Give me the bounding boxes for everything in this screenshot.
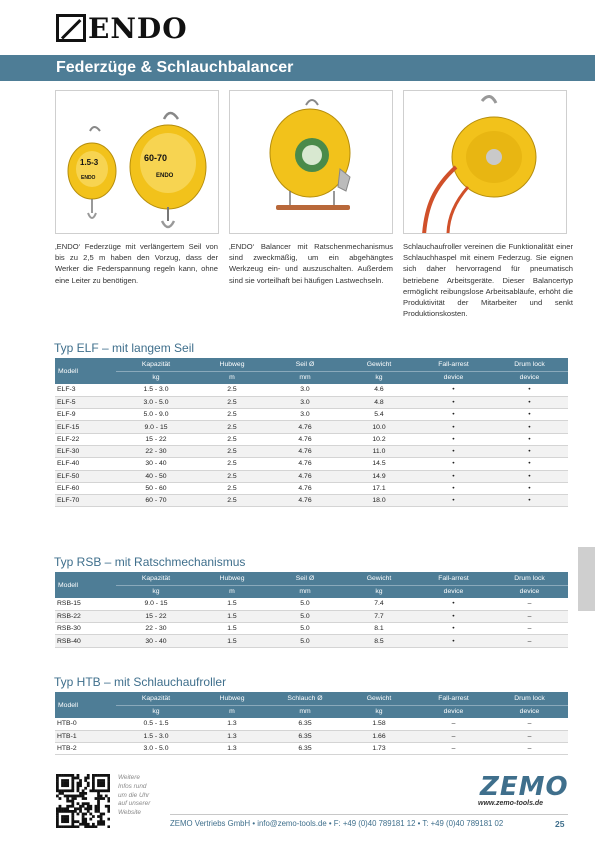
footer-contact: ZEMO Vertriebs GmbH • info@zemo-tools.de • F: +49 (0)40 789181 12 • T: +49 (0)40 789181 02 [170, 819, 504, 828]
table-cell: • [416, 623, 491, 635]
table-cell: • [416, 470, 491, 482]
table-cell: • [416, 396, 491, 408]
table-cell: • [416, 409, 491, 421]
table-cell: 0.5 - 1.5 [116, 718, 196, 730]
table-cell: 6.35 [268, 718, 342, 730]
qr-note [118, 774, 150, 818]
htb-table-title: Typ HTB – mit Schlauchaufroller [54, 675, 227, 689]
table-cell: 30 - 40 [116, 458, 196, 470]
endo-logo-mark [56, 14, 86, 42]
table-row [55, 743, 568, 755]
table-cell: 4.76 [268, 482, 342, 494]
table-cell: – [416, 743, 491, 755]
table-cell: – [491, 730, 568, 742]
unit-hubweg: m [196, 371, 268, 384]
unit-hubweg: m [196, 705, 268, 718]
unit-fall-arrest: device [416, 585, 491, 598]
col-header-drum-lock: Drum lock [491, 692, 568, 705]
table-cell: • [416, 482, 491, 494]
qr-note-line: Infos rund [118, 782, 147, 790]
table-cell: • [491, 421, 568, 433]
rsb-table-title: Typ RSB – mit Ratschmechanismus [54, 555, 246, 569]
table-row [55, 598, 568, 610]
table-cell: • [416, 458, 491, 470]
table-cell: • [491, 409, 568, 421]
table-cell: ELF-50 [55, 470, 116, 482]
col-header-fall-arrest: Fall-arrest [416, 692, 491, 705]
table-cell: 4.76 [268, 433, 342, 445]
col-header-hubweg: Hubweg [196, 692, 268, 705]
unit-gewicht: kg [342, 705, 416, 718]
table-cell: 1.3 [196, 718, 268, 730]
table-row [55, 458, 568, 470]
rsb-table [55, 572, 568, 648]
table-cell: 1.3 [196, 730, 268, 742]
table-cell: 15 - 22 [116, 610, 196, 622]
col-header-modell: Modell [55, 358, 116, 384]
table-cell: ELF-15 [55, 421, 116, 433]
table-cell: – [416, 730, 491, 742]
col-header-kapazitaet: Kapazität [116, 692, 196, 705]
federzuege-photo [55, 90, 219, 234]
table-cell: – [491, 635, 568, 647]
photo-label-4: ENDO [156, 173, 174, 179]
table-row [55, 409, 568, 421]
table-cell: 4.6 [342, 384, 416, 396]
table-cell: • [416, 421, 491, 433]
table-row [55, 482, 568, 494]
table-cell: 9.0 - 15 [116, 598, 196, 610]
table-cell: – [491, 623, 568, 635]
table-cell: 2.5 [196, 409, 268, 421]
table-row [55, 718, 568, 730]
table-cell: • [416, 635, 491, 647]
unit-gewicht: kg [342, 371, 416, 384]
table-cell: 2.5 [196, 470, 268, 482]
table-cell: • [416, 433, 491, 445]
table-cell: 22 - 30 [116, 623, 196, 635]
table-cell: • [416, 495, 491, 507]
table-row [55, 433, 568, 445]
endo-logo [56, 12, 188, 44]
htb-table [55, 692, 568, 755]
table-cell: 1.3 [196, 743, 268, 755]
col-header-kapazitaet: Kapazität [116, 358, 196, 371]
table-cell: HTB-1 [55, 730, 116, 742]
table-cell: ELF-3 [55, 384, 116, 396]
col-header-gewicht: Gewicht [342, 358, 416, 371]
table-cell: • [416, 610, 491, 622]
table-cell: 1.5 [196, 623, 268, 635]
elf-table-title: Typ ELF – mit langem Seil [54, 341, 195, 355]
table-cell: RSB-30 [55, 623, 116, 635]
unit-fall-arrest: device [416, 371, 491, 384]
table-cell: ELF-60 [55, 482, 116, 494]
table-cell: 2.5 [196, 495, 268, 507]
table-cell: 17.1 [342, 482, 416, 494]
unit-kapazitaet: kg [116, 585, 196, 598]
table-cell: • [491, 482, 568, 494]
page-title: Federzüge & Schlauchbalancer [56, 59, 294, 76]
table-cell: 9.0 - 15 [116, 421, 196, 433]
schlauchroller-photo [403, 90, 567, 234]
table-cell: 1.58 [342, 718, 416, 730]
qr-note-line: Website [118, 809, 141, 817]
table-cell: 7.4 [342, 598, 416, 610]
table-cell: 18.0 [342, 495, 416, 507]
table-cell: 4.76 [268, 458, 342, 470]
col-header-seil: Seil Ø [268, 358, 342, 371]
table-cell: 30 - 40 [116, 635, 196, 647]
table-row [55, 623, 568, 635]
table-cell: 1.66 [342, 730, 416, 742]
col-header-seil: Seil Ø [268, 572, 342, 585]
unit-drum-lock: device [491, 585, 568, 598]
table-row [55, 635, 568, 647]
unit-seil: mm [268, 371, 342, 384]
col-header-gewicht: Gewicht [342, 572, 416, 585]
table-cell: 3.0 [268, 409, 342, 421]
table-cell: 3.0 - 5.0 [116, 396, 196, 408]
table-cell: ELF-30 [55, 445, 116, 457]
table-cell: ELF-5 [55, 396, 116, 408]
table-cell: 2.5 [196, 433, 268, 445]
photo-label-3: 60-70 [144, 153, 168, 163]
unit-kapazitaet: kg [116, 371, 196, 384]
unit-drum-lock: device [491, 371, 568, 384]
table-cell: • [491, 396, 568, 408]
unit-gewicht: kg [342, 585, 416, 598]
col-header-hubweg: Hubweg [196, 572, 268, 585]
col-header-hubweg: Hubweg [196, 358, 268, 371]
table-cell: 5.0 [268, 598, 342, 610]
table-cell: 2.5 [196, 421, 268, 433]
table-cell: 2.5 [196, 396, 268, 408]
col-header-modell: Modell [55, 572, 116, 598]
table-row [55, 421, 568, 433]
table-row [55, 470, 568, 482]
table-cell: • [491, 470, 568, 482]
photo-label-2: ENDO [81, 175, 96, 181]
table-cell: 4.8 [342, 396, 416, 408]
table-row [55, 384, 568, 396]
col-header-drum-lock: Drum lock [491, 572, 568, 585]
table-cell: 2.5 [196, 458, 268, 470]
table-cell: 15 - 22 [116, 433, 196, 445]
table-cell: ELF-70 [55, 495, 116, 507]
table-cell: 1.5 - 3.0 [116, 384, 196, 396]
table-cell: • [491, 458, 568, 470]
table-cell: 5.0 [268, 623, 342, 635]
footer-rule [170, 814, 568, 815]
table-cell: • [491, 445, 568, 457]
table-cell: 1.5 - 3.0 [116, 730, 196, 742]
qr-code[interactable] [56, 774, 110, 828]
table-cell: 50 - 60 [116, 482, 196, 494]
table-cell: • [416, 445, 491, 457]
table-cell: – [491, 718, 568, 730]
table-cell: 7.7 [342, 610, 416, 622]
table-cell: 6.35 [268, 730, 342, 742]
intro-text-balancer: ‚ENDO‘ Balancer mit Ratschenmechanismus sind zweckmäßig, um ein abgehängtes Werkzeug ein- und auszuschalten. Außerdem sind sie vorteilhaft bei häufigen Lastwechseln. [229, 242, 393, 285]
table-cell: HTB-0 [55, 718, 116, 730]
table-cell: 22 - 30 [116, 445, 196, 457]
col-header-fall-arrest: Fall-arrest [416, 572, 491, 585]
col-header-fall-arrest: Fall-arrest [416, 358, 491, 371]
table-cell: 5.0 - 9.0 [116, 409, 196, 421]
intro-text-federzuege: ‚ENDO‘ Federzüge mit verlängertem Seil von bis zu 2,5 m haben den Vorzug, dass der Werker die Federspannung regeln kann, ohne eine Leiter zu benötigen. [55, 242, 218, 285]
table-cell: 4.76 [268, 445, 342, 457]
table-cell: 4.76 [268, 495, 342, 507]
page-number: 25 [555, 819, 565, 829]
table-cell: 3.0 [268, 384, 342, 396]
col-header-gewicht: Gewicht [342, 692, 416, 705]
table-cell: 14.9 [342, 470, 416, 482]
table-cell: • [491, 384, 568, 396]
table-cell: – [491, 598, 568, 610]
table-cell: 10.0 [342, 421, 416, 433]
unit-seil: mm [268, 585, 342, 598]
table-cell: – [491, 743, 568, 755]
table-cell: ELF-40 [55, 458, 116, 470]
side-tab [578, 547, 595, 611]
table-row [55, 396, 568, 408]
table-cell: 1.5 [196, 610, 268, 622]
table-row [55, 610, 568, 622]
table-cell: RSB-15 [55, 598, 116, 610]
table-row [55, 495, 568, 507]
table-cell: 1.5 [196, 635, 268, 647]
table-cell: ELF-9 [55, 409, 116, 421]
col-header-schlauch: Schlauch Ø [268, 692, 342, 705]
table-cell: RSB-22 [55, 610, 116, 622]
table-row [55, 730, 568, 742]
unit-hubweg: m [196, 585, 268, 598]
table-cell: – [416, 718, 491, 730]
table-cell: 60 - 70 [116, 495, 196, 507]
table-cell: 2.5 [196, 384, 268, 396]
table-cell: 11.0 [342, 445, 416, 457]
table-cell: 10.2 [342, 433, 416, 445]
unit-schlauch: mm [268, 705, 342, 718]
table-row [55, 445, 568, 457]
zemo-logo: ZEMO [480, 772, 569, 802]
qr-note-line: um die Uhr [118, 791, 150, 799]
endo-logo-text: ENDO [88, 11, 188, 45]
table-cell: 1.5 [196, 598, 268, 610]
table-cell: 3.0 [268, 396, 342, 408]
table-cell: 8.5 [342, 635, 416, 647]
table-cell: • [416, 598, 491, 610]
intro-text-schlauchroller: Schlauchaufroller vereinen die Funktionalität einer Schlauchhaspel mit einem Federzug. Sie eignen sich daher hervorragend für pneumatisch betriebene Arbeitsgeräte. Dieser Balancertyp ermöglicht reibungslose Arbeitsabläufe, erhöht die Produktivität der Mitarbeiter und senkt Produktionskosten. [403, 242, 573, 319]
unit-kapazitaet: kg [116, 705, 196, 718]
col-header-drum-lock: Drum lock [491, 358, 568, 371]
table-cell: • [416, 384, 491, 396]
table-cell: 14.5 [342, 458, 416, 470]
table-cell: ELF-22 [55, 433, 116, 445]
zemo-website-link[interactable]: www.zemo-tools.de [478, 800, 544, 807]
table-cell: 8.1 [342, 623, 416, 635]
elf-table [55, 358, 568, 507]
table-cell: 2.5 [196, 445, 268, 457]
table-cell: HTB-2 [55, 743, 116, 755]
table-cell: 2.5 [196, 482, 268, 494]
table-cell: 40 - 50 [116, 470, 196, 482]
table-cell: 5.0 [268, 635, 342, 647]
table-cell: 1.73 [342, 743, 416, 755]
photo-label-1: 1.5-3 [80, 158, 99, 167]
table-cell: – [491, 610, 568, 622]
qr-note-line: Weitere [118, 774, 140, 781]
table-cell: 5.0 [268, 610, 342, 622]
table-cell: 5.4 [342, 409, 416, 421]
balancer-photo [229, 90, 393, 234]
table-cell: 4.76 [268, 470, 342, 482]
col-header-modell: Modell [55, 692, 116, 718]
table-cell: 6.35 [268, 743, 342, 755]
table-cell: 4.76 [268, 421, 342, 433]
table-cell: • [491, 495, 568, 507]
col-header-kapazitaet: Kapazität [116, 572, 196, 585]
table-cell: RSB-40 [55, 635, 116, 647]
table-cell: 3.0 - 5.0 [116, 743, 196, 755]
unit-drum-lock: device [491, 705, 568, 718]
table-cell: • [491, 433, 568, 445]
qr-note-line: auf unserer [118, 800, 151, 808]
unit-fall-arrest: device [416, 705, 491, 718]
